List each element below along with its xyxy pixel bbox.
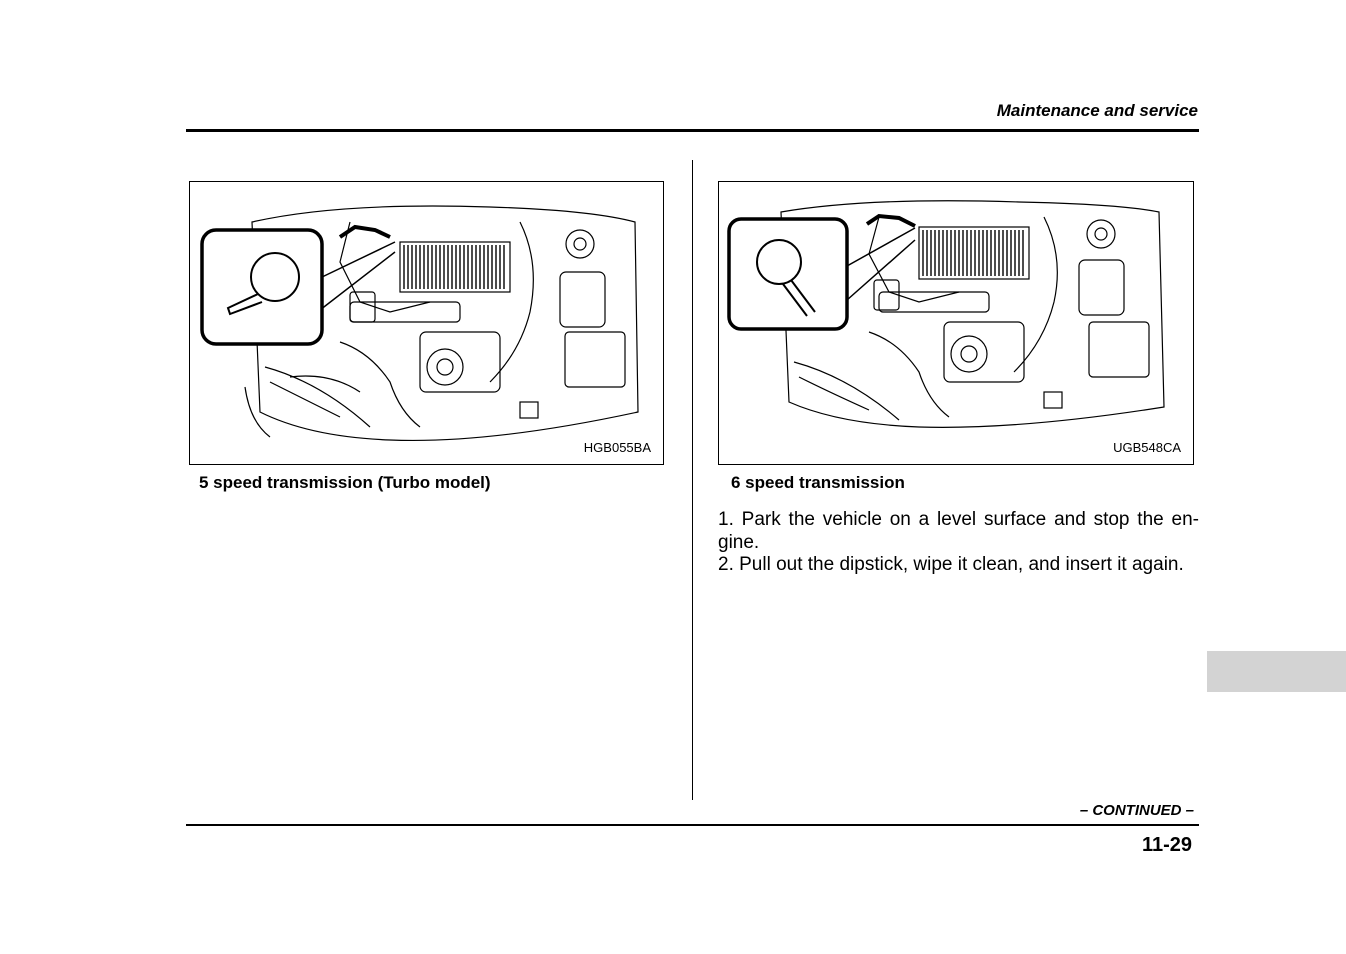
figure-code: UGB548CA	[1113, 440, 1181, 455]
engine-bay-illustration-icon	[719, 182, 1193, 464]
step-1: 1. Park the vehicle on a level surface and stop the en-gine.	[718, 509, 1199, 553]
figure-code: HGB055BA	[583, 440, 651, 455]
column-divider	[692, 160, 693, 800]
procedure-steps	[718, 509, 1199, 577]
engine-bay-illustration-icon	[190, 182, 663, 464]
figure-caption: 6 speed transmission	[731, 473, 905, 492]
continued-label: – CONTINUED –	[1079, 802, 1194, 819]
header-rule	[186, 129, 1199, 132]
footer-rule	[186, 824, 1199, 826]
step-2: 2. Pull out the dipstick, wipe it clean, and insert it again.	[718, 554, 1184, 575]
figure-6-speed-engine-bay	[718, 181, 1194, 465]
figure-5-speed-engine-bay	[189, 181, 664, 465]
section-thumb-tab	[1207, 651, 1346, 692]
figure-caption: 5 speed transmission (Turbo model)	[199, 473, 491, 492]
page-number: 11-29	[1141, 834, 1192, 856]
running-header: Maintenance and service	[996, 101, 1198, 120]
